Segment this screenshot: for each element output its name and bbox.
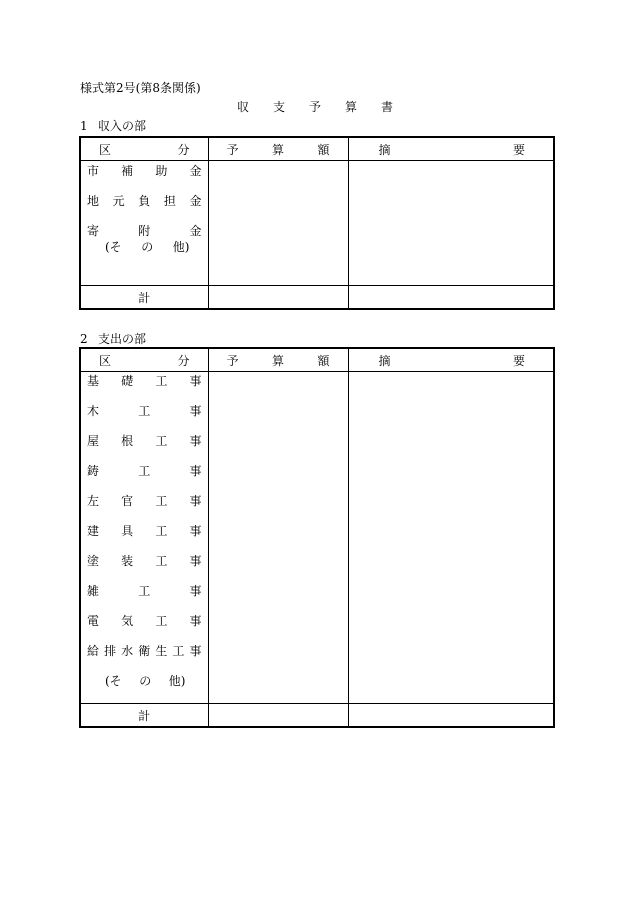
item-char: 事	[189, 464, 202, 478]
item-char: 事	[189, 584, 202, 598]
item-char: 水	[121, 644, 134, 658]
expense-item	[87, 673, 202, 703]
expense-item	[87, 523, 202, 553]
item-char: 礎	[121, 374, 134, 388]
title-char: 支	[272, 100, 285, 114]
item-char: 事	[189, 554, 202, 568]
item-sub-char: の	[139, 674, 152, 688]
expense-header-row	[80, 348, 554, 372]
header-yosan	[208, 348, 348, 372]
item-sub-char: 他)	[168, 674, 186, 688]
item-char: 木	[87, 404, 100, 418]
item-char: 担	[163, 194, 176, 208]
item-char: 給	[87, 644, 100, 658]
item-sub-char: の	[141, 240, 154, 254]
item-sub-char: (そ	[105, 240, 122, 254]
expense-item	[87, 613, 202, 643]
income-item	[87, 193, 202, 223]
item-char: 工	[155, 494, 168, 508]
expense-total-label-cell	[80, 704, 208, 728]
item-char: 事	[189, 434, 202, 448]
item-char: 衛	[138, 644, 151, 658]
expense-heading-label: 支出の部	[98, 332, 147, 346]
header-char: 区	[99, 142, 112, 157]
header-char: 額	[317, 142, 330, 157]
expense-item	[87, 553, 202, 583]
expense-total-amount-cell[interactable]	[208, 704, 348, 728]
header-char: 分	[177, 353, 190, 368]
item-char: 金	[189, 194, 202, 208]
income-total-amount-cell[interactable]	[208, 286, 348, 310]
expense-total-row	[80, 704, 554, 728]
expense-item	[87, 433, 202, 463]
expense-body-row	[80, 372, 554, 704]
item-char: 工	[155, 434, 168, 448]
expense-total-label: 計	[138, 708, 151, 723]
income-heading	[80, 119, 146, 133]
item-char: 事	[189, 524, 202, 538]
expense-item	[87, 583, 202, 613]
item-char: 工	[138, 584, 151, 598]
item-char: 元	[112, 194, 125, 208]
expense-heading-number: 2	[80, 332, 88, 346]
header-char: 要	[512, 353, 525, 368]
expense-table	[79, 347, 555, 728]
item-char: 附	[138, 224, 151, 238]
item-char: 工	[155, 374, 168, 388]
header-char: 摘	[378, 353, 391, 368]
item-char: 根	[121, 434, 134, 448]
income-body-row	[80, 161, 554, 286]
income-total-label: 計	[138, 290, 151, 305]
item-char: 金	[189, 164, 202, 178]
expense-item	[87, 373, 202, 403]
income-summary-cell[interactable]	[348, 161, 554, 286]
item-char: 工	[138, 404, 151, 418]
document-title	[0, 100, 630, 114]
item-char: 工	[138, 464, 151, 478]
header-char: 算	[271, 142, 284, 157]
expense-item	[87, 493, 202, 523]
item-char: 左	[87, 494, 100, 508]
title-char: 書	[381, 100, 394, 114]
title-char: 収	[236, 100, 249, 114]
title-char: 予	[308, 100, 321, 114]
expense-total-summary-cell[interactable]	[348, 704, 554, 728]
item-char: 生	[155, 644, 168, 658]
expense-amount-cell[interactable]	[208, 372, 348, 704]
item-sub-char: 他)	[172, 240, 190, 254]
income-amount-cell[interactable]	[208, 161, 348, 286]
header-yosan	[208, 137, 348, 161]
expense-item	[87, 463, 202, 493]
income-item	[87, 223, 202, 269]
item-char: 事	[189, 614, 202, 628]
item-char: 補	[121, 164, 134, 178]
item-sub-char: (そ	[105, 674, 122, 688]
item-char: 装	[121, 554, 134, 568]
expense-item	[87, 643, 202, 673]
item-char: 事	[189, 494, 202, 508]
title-char: 算	[345, 100, 358, 114]
header-tekiyo	[348, 137, 554, 161]
item-char: 屋	[87, 434, 100, 448]
item-char: 事	[189, 404, 202, 418]
item-char: 具	[121, 524, 134, 538]
income-items-cell	[80, 161, 208, 286]
item-char: 基	[87, 374, 100, 388]
item-char: 事	[189, 374, 202, 388]
header-char: 摘	[378, 142, 391, 157]
item-char: 官	[121, 494, 134, 508]
item-char: 寄	[87, 224, 100, 238]
item-char: 雑	[87, 584, 100, 598]
income-item	[87, 163, 202, 193]
income-heading-number: 1	[80, 119, 88, 133]
header-char: 額	[317, 353, 330, 368]
item-char: 金	[189, 224, 202, 238]
item-char: 気	[121, 614, 134, 628]
header-char: 区	[99, 353, 112, 368]
item-char: 市	[87, 164, 100, 178]
header-char: 予	[226, 142, 239, 157]
header-tekiyo	[348, 348, 554, 372]
item-char: 建	[87, 524, 100, 538]
header-kubun	[80, 348, 208, 372]
item-char: 地	[87, 194, 100, 208]
expense-summary-cell[interactable]	[348, 372, 554, 704]
income-total-label-cell	[80, 286, 208, 310]
item-char: 事	[189, 644, 202, 658]
header-char: 分	[177, 142, 190, 157]
item-char: 工	[155, 554, 168, 568]
item-char: 工	[155, 524, 168, 538]
expense-item	[87, 403, 202, 433]
header-char: 要	[512, 142, 525, 157]
item-char: 排	[104, 644, 117, 658]
item-char: 工	[155, 614, 168, 628]
form-number: 様式第2号(第8条関係)	[80, 81, 201, 95]
item-char: 電	[87, 614, 100, 628]
item-char: 助	[155, 164, 168, 178]
expense-items-cell	[80, 372, 208, 704]
header-kubun	[80, 137, 208, 161]
income-heading-label: 収入の部	[98, 119, 147, 133]
header-char: 算	[271, 353, 284, 368]
header-char: 予	[226, 353, 239, 368]
item-char: 負	[138, 194, 151, 208]
item-char: 工	[172, 644, 185, 658]
expense-heading	[80, 332, 146, 346]
income-total-row	[80, 286, 554, 310]
income-total-summary-cell[interactable]	[348, 286, 554, 310]
item-char: 鋳	[87, 464, 100, 478]
income-table	[79, 136, 555, 310]
income-header-row	[80, 137, 554, 161]
item-char: 塗	[87, 554, 100, 568]
